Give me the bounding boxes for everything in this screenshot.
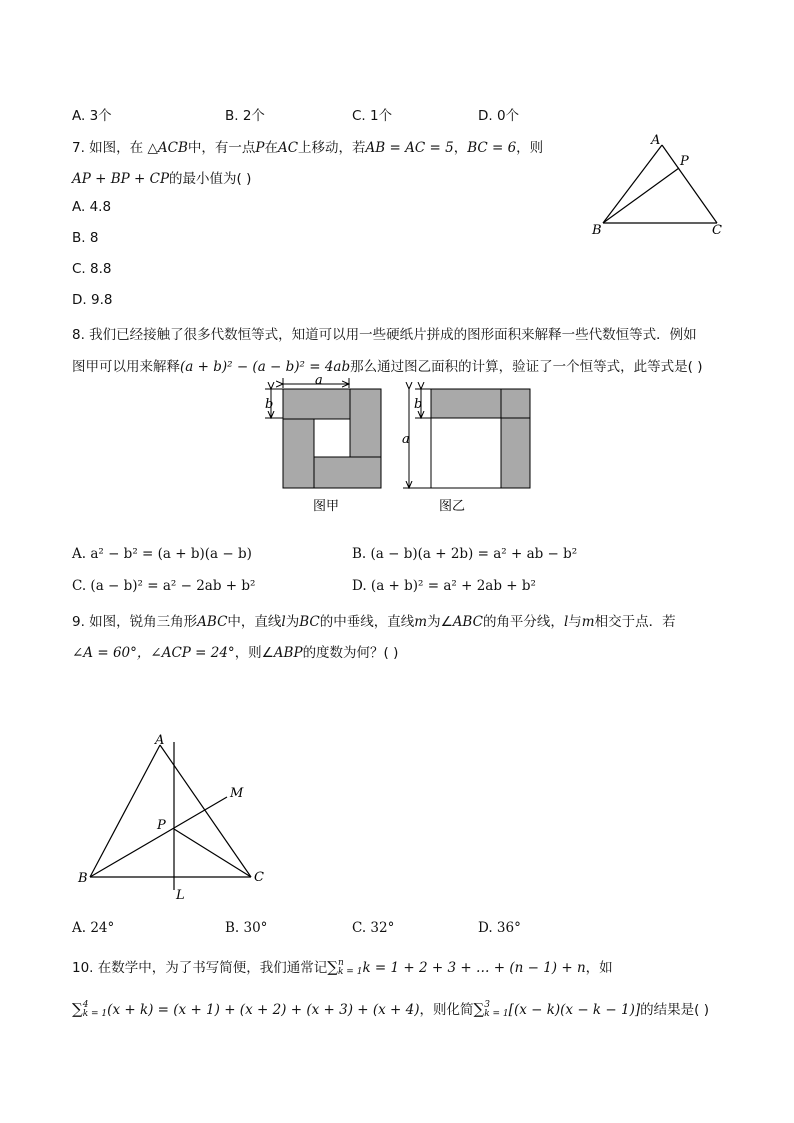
q8-option-b: B. (a − b)(a + 2b) = a² + ab − b² [352,546,578,562]
q9-option-a: A. 24° [72,920,115,936]
q8-stem-line1: 8. 我们已经接触了很多代数恒等式，知道可以用一些硬纸片拼成的图形面积来解释一些代数恒等式．例如 [72,327,697,343]
q9-option-b: B. 30° [225,920,268,936]
svg-text:a: a [402,432,410,447]
q7-label-b: B [592,223,602,238]
caption-jia: 图甲 [313,499,340,514]
q8-option-d: D. (a + b)² = a² + 2ab + b² [352,578,536,594]
q8-figures [255,370,545,520]
q7-option-c: C. 8.8 [72,261,112,277]
q7-option-a: A. 4.8 [72,199,112,215]
q6-option-b: B. 2个 [225,108,265,124]
q8-stem-line2: 图甲可以用来解释(a + b)² − (a − b)² = 4ab那么通过图乙面积的计算，验证了一个恒等式，此等式是( ) [72,359,703,375]
q10-stem-line1: 10. 在数学中，为了书写简便，我们通常记∑ n k = 1 k = 1 + 2 + 3 + … + (n − 1) + n，如 [72,958,613,977]
q10-stem-line2: ∑ 4 k = 1 (x + k) = (x + 1) + (x + 2) + (x + 3) + (x + 4)，则化简∑ 3 k = 1 [(x − k)(x − k − 1)]的结果是( ) [72,1000,709,1019]
q8-option-a: A. a² − b² = (a + b)(a − b) [72,546,252,562]
q6-option-c: C. 1个 [352,108,393,124]
q9-stem-line2: ∠A = 60°，∠ACP = 24°，则∠ABP的度数为何？( ) [72,645,399,661]
figure-jia [265,373,381,514]
q6-option-d: D. 0个 [478,108,520,124]
q7-option-b: B. 8 [72,230,99,246]
figure-yi [402,389,530,514]
q9-label-m: M [230,786,244,801]
q9-option-c: C. 32° [352,920,395,936]
q7-stem-line1: 7. 如图，在 △ACB中，有一点P在AC上移动，若AB = AC = 5，BC = 6，则 [72,140,544,156]
q7-triangle-figure [585,130,725,240]
q7-label-p: P [680,154,689,169]
q9-triangle-figure [70,725,280,910]
caption-yi: 图乙 [439,499,466,514]
q6-option-a: A. 3个 [72,108,112,124]
q9-stem-line1: 9. 如图，锐角三角形ABC中，直线l为BC的中垂线，直线m为∠ABC的角平分线，l与m相交于点．若 [72,614,676,630]
q7-stem-line2: AP + BP + CP的最小值为( ) [72,171,252,187]
q9-label-l: L [176,888,185,903]
q7-option-d: D. 9.8 [72,292,113,308]
q9-option-d: D. 36° [478,920,521,936]
q9-label-p: P [157,818,166,833]
q9-label-b: B [78,871,88,886]
q8-option-c: C. (a − b)² = a² − 2ab + b² [72,578,256,594]
q7-label-a: A [651,133,661,148]
svg-text:b: b [414,397,423,412]
q9-label-a: A [155,733,165,748]
q9-label-c: C [254,870,264,885]
q7-label-c: C [712,223,722,238]
svg-text:b: b [265,397,274,412]
svg-text:a: a [315,373,323,388]
